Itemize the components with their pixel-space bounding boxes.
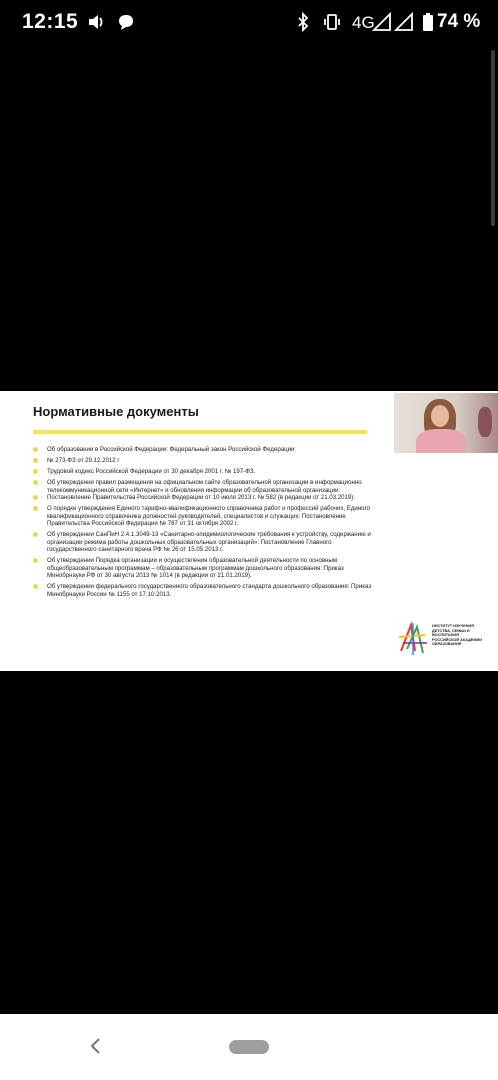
battery-icon [418,12,438,32]
battery-percent: 74 % [437,11,481,32]
bullet-icon [33,584,38,589]
home-button[interactable] [229,1040,269,1054]
status-bar [0,0,498,46]
network-type: 4G [352,13,375,32]
clock: 12:15 [22,10,79,33]
bullet-icon [33,558,38,563]
list-item: Об утверждении СанПиН 2.4.1.3049-13 «Санитарно-эпидемиологические требования к устройству, содержанию и организации режима работы дошкольных образовательных организаций»: Постановление Главного государственного санитарного врача РФ № 26 от 15.05.2013 г. [33,531,373,554]
institute-logo-icon [397,621,429,657]
speaker-face [431,405,449,427]
scrollbar[interactable] [491,50,495,226]
logo-caption: ИНСТИТУТ ИЗУЧЕНИЯ ДЕТСТВА, СЕМЬИ И ВОСПИТАНИЯ РОССИЙСКОЙ АКАДЕМИИ ОБРАЗОВАНИЯ [432,624,482,646]
list-item: Об утверждении правил размещения на официальном сайте образовательной организации в информационно телекоммуникационной сети «Интернет» и обновления информации об образовательной организации: Постановление Правительства Российской Федерации от 10 июля 2013 г. № 582 (в редакции от 21.03.2019). [33,479,373,502]
list-item: Об образовании в Российской Федерации: Федеральный закон Российской Федерации [33,446,373,454]
bullet-icon [33,469,38,474]
list-item: О порядке утверждения Единого тарифно-квалификационного справочника работ и профессий рабочих, Единого квалификационного справочника должностей руководителей, специалистов и служащих: Постановление Правительства Российской Федерации № 787 от 31 октября 2002 г. [33,505,373,528]
vibrate-icon [322,12,342,32]
document-list [33,446,373,602]
bullet-icon [33,480,38,485]
navigation-bar [0,1014,498,1080]
signal-icon [372,12,392,32]
list-item: Об утверждении Порядка организации и осуществления образовательной деятельности по основным общеобразовательным программам – образовательным программам дошкольного образования: Приказ Минобрнауки РФ от 30 августа 2013 № 1014 (в редакции от 21.01.2019). [33,557,373,580]
speaker-video[interactable] [394,393,498,453]
signal-icon [394,12,414,32]
bullet-icon [33,506,38,511]
flower-decoration [478,407,492,437]
list-item: № 273-ФЗ от 29.12.2012 г [33,457,373,465]
slide-title: Нормативные документы [33,404,199,419]
bullet-icon [33,447,38,452]
list-item: Об утверждении федерального государственного образовательного стандарта дошкольного образования: Приказ Минобрнауки России № 1155 от 17.10.2013. [33,583,373,598]
presentation-slide[interactable] [0,391,498,671]
list-item: Трудовой кодекс Российской Федерации от 30 декабря 2001 г. № 197-ФЗ. [33,468,373,476]
bluetooth-icon [293,12,313,32]
message-icon [116,12,136,32]
speaker-body [416,429,466,453]
bullet-icon [33,495,38,500]
bullet-icon [33,458,38,463]
bullet-icon [33,532,38,537]
volume-icon [86,12,106,32]
back-icon[interactable] [84,1034,108,1058]
title-underline [33,430,367,434]
